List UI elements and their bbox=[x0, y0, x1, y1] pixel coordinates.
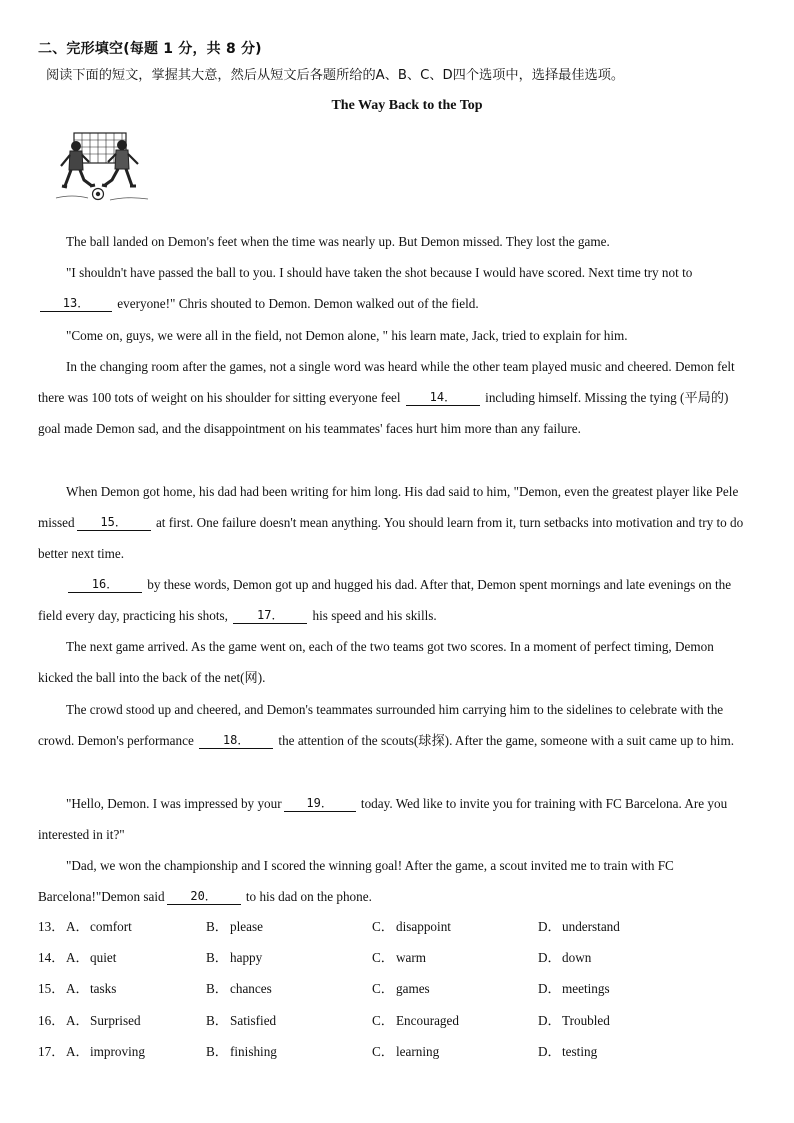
answer-option bbox=[206, 945, 262, 971]
option-letter: D． bbox=[538, 1043, 561, 1059]
paragraph-text: his speed and his skills. bbox=[309, 608, 437, 624]
option-letter: C． bbox=[372, 1043, 394, 1059]
option-letter: A． bbox=[66, 950, 89, 966]
passage-paragraph bbox=[38, 694, 750, 756]
cloze-blank: 20． bbox=[167, 889, 241, 905]
option-text: learning bbox=[396, 1043, 440, 1059]
paragraph-text: "Come on, guys, we were all in the field, not Demon alone, " his learn mate, Jack, tried to explain for him. bbox=[66, 328, 628, 343]
paragraph-text: the attention of the scouts(球探). After the game, someone with a suit came up to him. bbox=[275, 733, 734, 749]
option-letter: B． bbox=[206, 919, 228, 934]
question-options bbox=[38, 914, 758, 1070]
option-letter: A． bbox=[66, 1043, 89, 1059]
passage-paragraph bbox=[38, 788, 750, 850]
paragraph-text: including himself. Missing the tying (平局的) goal made Demon sad, and the disappointment on his teammates' faces hurt him more than any failure. bbox=[38, 390, 729, 437]
option-text: happy bbox=[230, 950, 263, 966]
cloze-blank: 13． bbox=[40, 296, 112, 312]
answer-option bbox=[372, 1039, 439, 1065]
answer-option bbox=[66, 976, 116, 1002]
option-letter: D． bbox=[538, 981, 561, 997]
answer-option bbox=[206, 914, 263, 940]
paragraph-text: The crowd stood up and cheered, and Demon's teammates surrounded him carrying him to the sidelines to celebrate with the crowd. Demon's performance bbox=[38, 702, 724, 749]
option-letter: C． bbox=[372, 950, 394, 966]
passage-paragraph bbox=[38, 476, 750, 570]
question-number: 15． bbox=[38, 981, 65, 997]
cloze-blank: 17． bbox=[233, 608, 307, 624]
option-text: chances bbox=[230, 981, 272, 997]
option-text: improving bbox=[90, 1043, 145, 1059]
answer-option bbox=[538, 1039, 597, 1065]
answer-option bbox=[66, 1039, 145, 1065]
option-letter: D． bbox=[538, 919, 561, 934]
soccer-ball-icon bbox=[93, 189, 104, 200]
option-text: warm bbox=[396, 950, 427, 966]
passage-paragraph bbox=[38, 351, 750, 445]
option-text: Surprised bbox=[90, 1012, 141, 1028]
paragraph-text: "Hello, Demon. I was impressed by your bbox=[66, 796, 282, 811]
paragraph-text: When Demon got home, his dad had been writing for him long. His dad said to him, "Demon, even the greatest player like Pele missed bbox=[38, 484, 739, 531]
cloze-blank: 15． bbox=[77, 515, 151, 531]
answer-option bbox=[372, 914, 451, 940]
paragraph-text: to his dad on the phone. bbox=[242, 889, 372, 905]
section-title: 二、完形填空(每题 1 分，共 8 分) bbox=[38, 41, 262, 57]
answer-option bbox=[206, 1008, 276, 1034]
passage-paragraph bbox=[38, 257, 750, 319]
cloze-blank: 19． bbox=[284, 796, 356, 812]
question-number: 17． bbox=[38, 1043, 65, 1059]
option-text: games bbox=[396, 981, 430, 997]
answer-option bbox=[372, 976, 430, 1002]
option-text: Satisfied bbox=[230, 1012, 277, 1028]
option-letter: B． bbox=[206, 981, 228, 997]
cloze-blank: 16． bbox=[68, 577, 142, 593]
passage-paragraph bbox=[38, 320, 750, 351]
answer-option bbox=[66, 1008, 141, 1034]
option-letter: A． bbox=[66, 981, 89, 997]
cloze-blank: 14． bbox=[406, 390, 480, 406]
passage-title: The Way Back to the Top bbox=[331, 98, 483, 113]
option-text: quiet bbox=[90, 950, 117, 966]
option-text: please bbox=[230, 919, 263, 934]
answer-option bbox=[372, 945, 426, 971]
paragraph-text: by these words, Demon got up and hugged his dad. After that, Demon spent mornings and late evenings on the field every day, practicing his shots, bbox=[38, 577, 732, 624]
option-text: tasks bbox=[90, 981, 117, 997]
question-number: 14． bbox=[38, 950, 65, 966]
option-text: Troubled bbox=[562, 1012, 610, 1028]
answer-option bbox=[538, 945, 591, 971]
option-text: Encouraged bbox=[396, 1012, 459, 1028]
instructions: 阅读下面的短文，掌握其大意，然后从短文后各题所给的A、B、C、D四个选项中，选择最佳选项。 bbox=[46, 68, 625, 83]
paragraph-text: today. Wed like to invite you for training with FC Barcelona. Are you interested in it?" bbox=[38, 796, 728, 843]
option-text: meetings bbox=[562, 981, 610, 997]
option-letter: B． bbox=[206, 1012, 228, 1028]
option-text: disappoint bbox=[396, 919, 451, 934]
passage-paragraph bbox=[38, 850, 750, 912]
option-letter: D． bbox=[538, 1012, 561, 1028]
cloze-blank: 18． bbox=[199, 733, 273, 749]
answer-option bbox=[538, 1008, 610, 1034]
question-row bbox=[38, 1008, 758, 1039]
question-row bbox=[38, 976, 758, 1007]
answer-option bbox=[66, 945, 116, 971]
option-letter: C． bbox=[372, 1012, 394, 1028]
answer-option bbox=[66, 914, 132, 940]
question-number: 13． bbox=[38, 919, 65, 934]
paragraph-text: The next game arrived. As the game went on, each of the two teams got two scores. In a moment of perfect timing, Demon kicked the ball into the back of the net(网). bbox=[38, 639, 714, 686]
option-letter: B． bbox=[206, 1043, 228, 1059]
option-letter: A． bbox=[66, 919, 89, 934]
paragraph-text: The ball landed on Demon's feet when the time was nearly up. But Demon missed. They lost the game. bbox=[66, 234, 610, 249]
option-letter: D． bbox=[538, 950, 561, 966]
option-text: finishing bbox=[230, 1043, 277, 1059]
option-text: testing bbox=[562, 1043, 598, 1059]
paragraph-text: "Dad, we won the championship and I scored the winning goal! After the game, a scout invited me to train with FC Barcelona!"Demon said bbox=[38, 858, 674, 905]
option-text: comfort bbox=[90, 919, 132, 934]
paragraph-text: at first. One failure doesn't mean anything. You should learn from it, turn setbacks into motivation and try to do better next time. bbox=[38, 515, 744, 562]
question-row bbox=[38, 1039, 758, 1070]
soccer-players-illustration bbox=[52, 128, 152, 210]
option-letter: B． bbox=[206, 950, 228, 966]
answer-option bbox=[538, 914, 620, 940]
option-letter: A． bbox=[66, 1012, 89, 1028]
question-number: 16． bbox=[38, 1012, 65, 1028]
passage-paragraph bbox=[38, 631, 750, 693]
answer-option bbox=[206, 976, 272, 1002]
passage-paragraph bbox=[38, 569, 750, 631]
option-text: down bbox=[562, 950, 592, 966]
option-letter: C． bbox=[372, 981, 394, 997]
paragraph-text: In the changing room after the games, not a single word was heard while the other team played music and cheered. Demon felt there was 100 tots of weight on his shoulder for sitting everyone feel bbox=[38, 359, 735, 406]
paragraph-text: everyone!" Chris shouted to Demon. Demon walked out of the field. bbox=[114, 296, 479, 312]
question-row bbox=[38, 914, 758, 945]
paragraph-text: "I shouldn't have passed the ball to you. I should have taken the shot because I would have scored. Next time try not to bbox=[66, 265, 693, 280]
question-row bbox=[38, 945, 758, 976]
answer-option bbox=[538, 976, 610, 1002]
answer-option bbox=[372, 1008, 459, 1034]
option-letter: C． bbox=[372, 919, 394, 934]
passage-paragraph bbox=[38, 226, 750, 257]
answer-option bbox=[206, 1039, 277, 1065]
option-text: understand bbox=[562, 919, 620, 934]
